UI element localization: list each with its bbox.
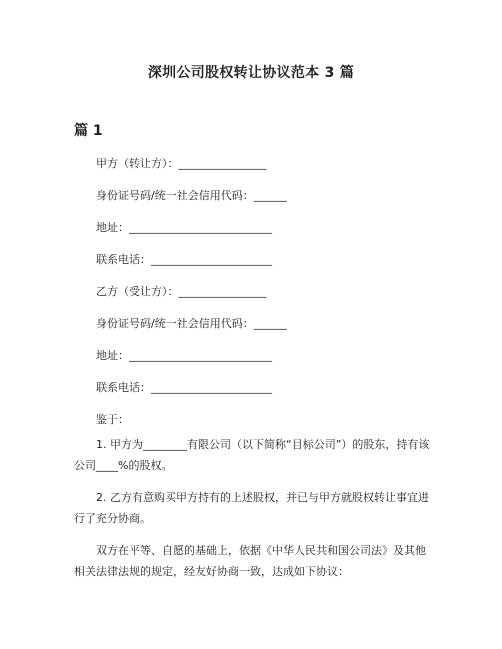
party-b-id-field: 身份证号码/统一社会信用代码：______: [96, 317, 287, 330]
recital-paragraph-1: 1. 甲方为________有限公司（以下简称“目标公司”）的股东，持有该公司____%的股权。: [74, 438, 430, 472]
agreement-intro-paragraph: 双方在平等、自愿的基础上，依据《中华人民共和国公司法》及其他相关法律法规的规定，经友好协商一致，达成如下协议：: [74, 544, 426, 578]
whereas-label: 鉴于：: [96, 413, 129, 426]
party-a-phone-field: 联系电话：______________________: [96, 253, 272, 266]
document-title: 深圳公司股权转让协议范本 3 篇: [147, 65, 355, 81]
party-a-id-field: 身份证号码/统一社会信用代码：______: [96, 189, 287, 202]
section-heading: 篇 1: [74, 123, 103, 139]
recital-paragraph-2: 2. 乙方有意购买甲方持有的上述股权，并已与甲方就股权转让事宜进行了充分协商。: [74, 491, 429, 525]
party-b-name-field: 乙方（受让方）：________________: [96, 285, 267, 298]
party-b-phone-field: 联系电话：______________________: [96, 381, 272, 394]
party-a-name-field: 甲方（转让方）：________________: [96, 157, 267, 170]
party-b-address-field: 地址：__________________________: [96, 349, 272, 362]
party-a-address-field: 地址：__________________________: [96, 221, 272, 234]
